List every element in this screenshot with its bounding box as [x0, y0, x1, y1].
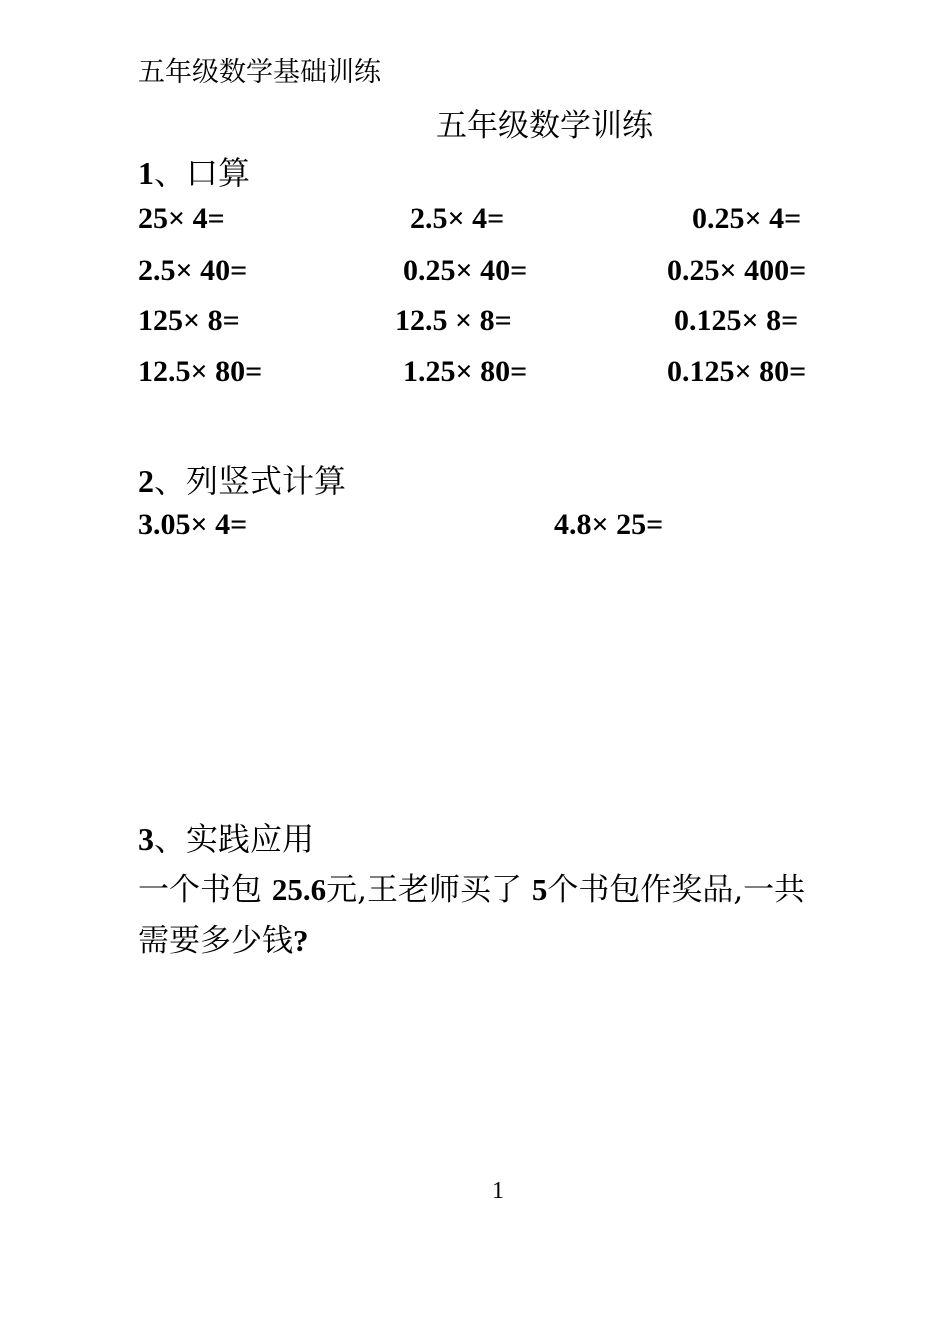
section-2-label: 、列竖式计算	[154, 462, 347, 500]
mental-math-r1c1: 25× 4=	[138, 202, 225, 235]
mental-math-r3c3: 0.125× 8=	[674, 304, 799, 337]
section-2-number: 2	[138, 463, 154, 499]
problem-question-mark: ?	[293, 923, 309, 958]
section-1-number: 1	[138, 155, 154, 191]
mental-math-r3c2: 12.5 × 8=	[395, 304, 512, 337]
problem-price: 25.6	[271, 872, 327, 907]
section-3-label: 、实践应用	[154, 820, 315, 858]
section-2-heading	[138, 456, 346, 502]
page-header: 五年级数学基础训练	[138, 57, 381, 88]
section-3-number: 3	[138, 821, 154, 857]
mental-math-r1c3: 0.25× 4=	[692, 202, 802, 235]
section-1-label: 、口算	[154, 154, 251, 192]
page-number: 1	[492, 1178, 504, 1204]
mental-math-r2c3: 0.25× 400=	[667, 254, 807, 287]
problem-text-1: 一个书包	[138, 872, 272, 908]
section-1-heading	[138, 148, 250, 194]
problem-text-2: 元,王老师买了	[326, 872, 532, 908]
mental-math-r3c1: 125× 8=	[138, 304, 240, 337]
worksheet-title: 五年级数学训练	[436, 108, 653, 144]
word-problem-line-2	[138, 915, 309, 960]
mental-math-r1c2: 2.5× 4=	[410, 202, 505, 235]
mental-math-r4c1: 12.5× 80=	[138, 355, 263, 388]
vertical-calc-item-2: 4.8× 25=	[554, 508, 664, 541]
mental-math-r4c2: 1.25× 80=	[403, 355, 528, 388]
problem-text-3: 个书包作奖品,一共	[547, 872, 806, 908]
problem-quantity: 5	[531, 872, 548, 907]
mental-math-r2c2: 0.25× 40=	[403, 254, 528, 287]
word-problem-line-1	[138, 864, 805, 909]
problem-text-4: 需要多少钱	[138, 923, 293, 959]
mental-math-r4c3: 0.125× 80=	[667, 355, 807, 388]
section-3-heading	[138, 814, 314, 860]
vertical-calc-item-1: 3.05× 4=	[138, 508, 248, 541]
mental-math-r2c1: 2.5× 40=	[138, 254, 248, 287]
